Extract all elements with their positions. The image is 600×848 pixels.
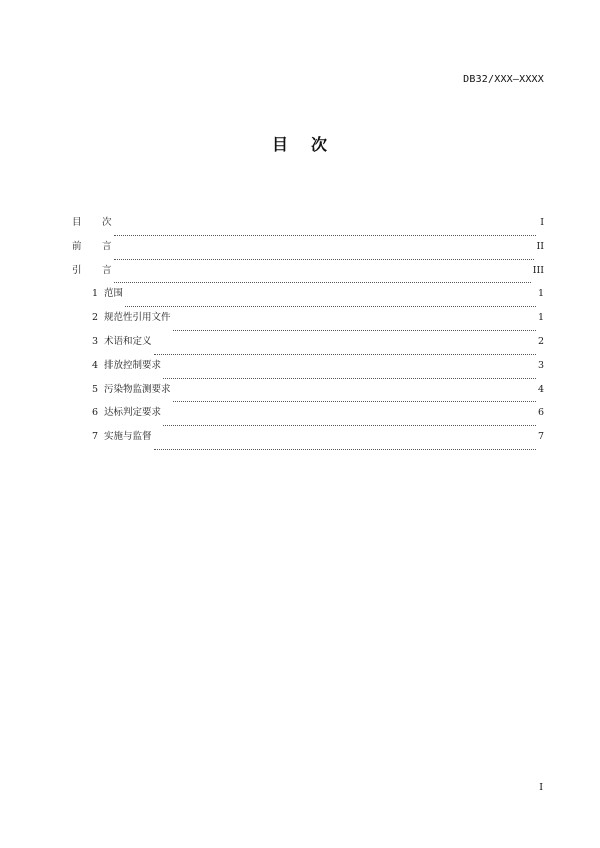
section-number: 1	[92, 288, 99, 300]
toc-entry-page: II	[536, 240, 544, 252]
toc-entry-page: 2	[537, 335, 544, 347]
section-number: 4	[92, 359, 99, 371]
toc-entry-page: 6	[537, 407, 544, 419]
toc-entry-section-6[interactable]	[72, 407, 544, 431]
toc-entry-page: 1	[537, 288, 544, 300]
toc-entry-page: 3	[537, 359, 544, 371]
section-label: 范围	[104, 288, 124, 300]
section-label: 污染物监测要求	[104, 383, 171, 395]
dot-leader	[163, 377, 536, 379]
toc-entry-contents[interactable]	[72, 217, 544, 241]
toc-entry-section-3[interactable]	[72, 336, 544, 360]
toc-title-char-1: 目	[271, 135, 289, 154]
toc-entry-section-5[interactable]	[72, 384, 544, 408]
toc-entry-page: I	[540, 217, 544, 228]
toc-title-char-2: 次	[311, 135, 329, 154]
section-number: 3	[92, 335, 99, 347]
section-number: 6	[92, 407, 99, 419]
section-label: 实施与监督	[104, 431, 152, 443]
section-number: 2	[92, 312, 99, 324]
dot-leader	[125, 305, 536, 307]
toc-entry-label: 引	[72, 264, 82, 276]
toc-entry-section-2[interactable]	[72, 312, 544, 336]
toc-entry-label: 言	[102, 240, 112, 252]
toc-entry-page: 1	[537, 312, 544, 324]
toc-entry-section-1[interactable]	[72, 288, 544, 312]
toc-entry-label: 次	[102, 217, 112, 228]
toc-entry-section-4[interactable]	[72, 360, 544, 384]
toc-entry-label: 言	[102, 264, 112, 276]
toc-entry-introduction[interactable]	[72, 265, 544, 289]
page-number: I	[539, 782, 543, 793]
section-number: 5	[92, 383, 99, 395]
dot-leader	[163, 424, 536, 426]
toc-entry-label: 目	[72, 217, 82, 228]
toc-entry-foreword[interactable]	[72, 241, 544, 265]
table-of-contents	[72, 217, 544, 455]
section-label: 术语和定义	[104, 335, 152, 347]
dot-leader	[114, 258, 535, 260]
section-label: 规范性引用文件	[104, 312, 171, 324]
toc-entry-label: 前	[72, 240, 82, 252]
dot-leader	[154, 353, 536, 355]
section-number: 7	[92, 431, 99, 443]
dot-leader	[114, 281, 531, 283]
toc-entry-section-7[interactable]	[72, 431, 544, 455]
toc-entry-page: 7	[537, 431, 544, 443]
dot-leader	[114, 234, 536, 236]
document-code: DB32/XXX—XXXX	[463, 74, 544, 85]
section-label: 达标判定要求	[104, 407, 162, 419]
toc-entry-page: III	[532, 264, 544, 276]
toc-entry-page: 4	[537, 383, 544, 395]
dot-leader	[173, 400, 536, 402]
toc-title	[0, 132, 600, 155]
section-label: 排放控制要求	[104, 359, 162, 371]
dot-leader	[154, 448, 536, 450]
dot-leader	[173, 329, 536, 331]
